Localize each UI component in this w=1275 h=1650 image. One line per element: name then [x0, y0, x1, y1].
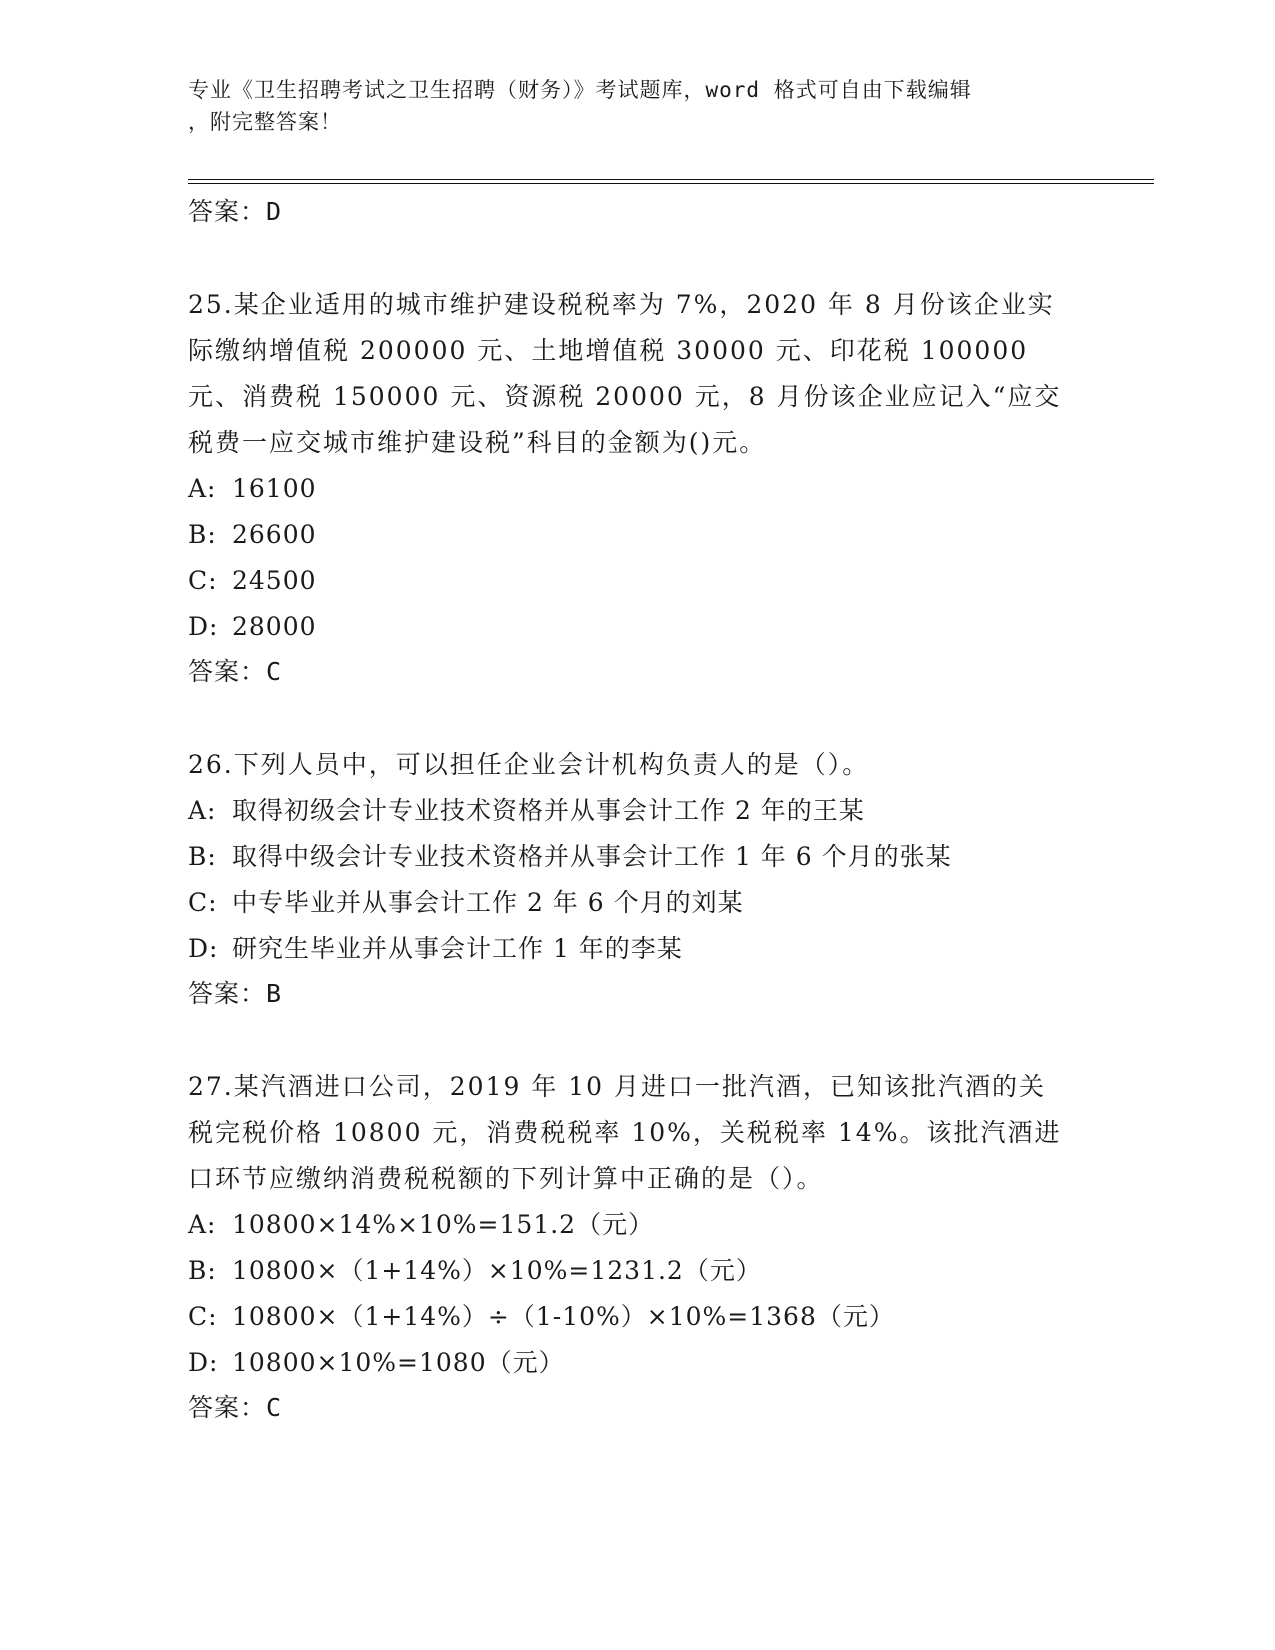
document-header: 专业《卫生招聘考试之卫生招聘（财务）》考试题库，word 格式可自由下载编辑 ，附完整答案！: [188, 78, 972, 134]
option-a: [188, 466, 1088, 512]
header-divider-secondary: [188, 183, 1154, 184]
option-text: 研究生毕业并从事会计工作 1 年的李某: [232, 934, 683, 963]
option-text: 10800×10%=1080（元）: [232, 1348, 565, 1377]
option-b: [188, 512, 1088, 558]
option-d: [188, 1340, 1088, 1386]
option-label: B:: [188, 520, 217, 549]
option-text: 10800×（1+14%）÷（1-10%）×10%=1368（元）: [232, 1302, 895, 1331]
option-c: [188, 1294, 1088, 1340]
option-label: A:: [188, 796, 217, 825]
option-label: C:: [188, 566, 218, 595]
option-label: D:: [188, 934, 219, 963]
option-label: B:: [188, 1256, 217, 1285]
question-list: [188, 190, 1088, 1430]
option-label: C:: [188, 1302, 218, 1331]
answer-line: 答案：B: [188, 979, 283, 1008]
question-block: [188, 1064, 1088, 1430]
option-label: D:: [188, 612, 219, 641]
option-text: 10800×14%×10%=151.2（元）: [232, 1210, 655, 1239]
option-c: [188, 880, 1088, 926]
option-text: 24500: [232, 566, 317, 595]
question-block: [188, 742, 1088, 1016]
answer-line: 答案：C: [188, 1393, 283, 1422]
option-label: C:: [188, 888, 218, 917]
option-text: 26600: [232, 520, 317, 549]
question-text: 26.下列人员中，可以担任企业会计机构负责人的是（）。: [188, 750, 870, 779]
option-text: 10800×（1+14%）×10%=1231.2（元）: [232, 1256, 762, 1285]
answer-line: 答案：D: [188, 197, 283, 226]
option-text: 28000: [232, 612, 317, 641]
option-a: [188, 1202, 1088, 1248]
option-d: [188, 604, 1088, 650]
question-block: [188, 282, 1088, 694]
question-text: 27.某汽酒进口公司，2019 年 10 月进口一批汽酒，已知该批汽酒的关税完税价格 10800 元，消费税税率 10%，关税税率 14%。该批汽酒进口环节应缴纳消费税税额的下列计算中正确的是（）。: [188, 1072, 1062, 1193]
option-label: A:: [188, 1210, 217, 1239]
option-d: [188, 926, 1088, 972]
option-text: 16100: [232, 474, 317, 503]
answer-line: 答案：C: [188, 657, 283, 686]
option-label: D:: [188, 1348, 219, 1377]
option-text: 中专毕业并从事会计工作 2 年 6 个月的刘某: [232, 888, 744, 917]
option-b: [188, 1248, 1088, 1294]
header-divider: [188, 179, 1154, 180]
option-text: 取得初级会计专业技术资格并从事会计工作 2 年的王某: [232, 796, 865, 825]
option-c: [188, 558, 1088, 604]
option-label: A:: [188, 474, 217, 503]
option-text: 取得中级会计专业技术资格并从事会计工作 1 年 6 个月的张某: [232, 842, 952, 871]
option-b: [188, 834, 1088, 880]
question-text: 25.某企业适用的城市维护建设税税率为 7%，2020 年 8 月份该企业实际缴纳增值税 200000 元、土地增值税 30000 元、印花税 100000 元、消费税 150000 元、资源税 20000 元，8 月份该企业应记入“应交税费一应交城市维护建设税”科目的金额为()元。: [188, 290, 1062, 457]
option-label: B:: [188, 842, 217, 871]
option-a: [188, 788, 1088, 834]
